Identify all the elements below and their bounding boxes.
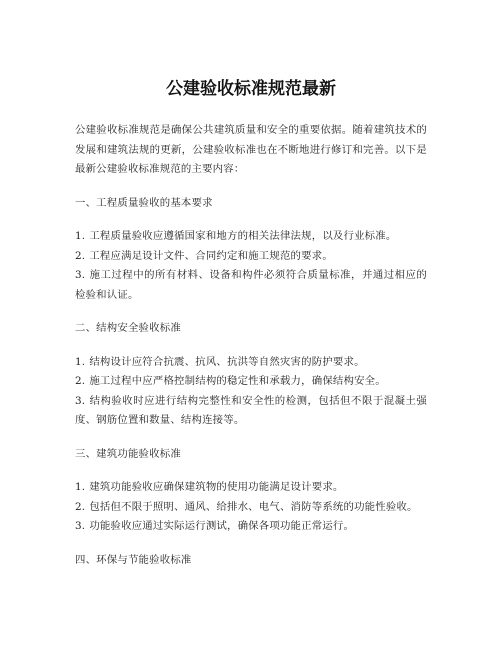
list-text: 工程应满足设计文件、合同约定和施工规范的要求。 xyxy=(89,249,333,262)
list-item xyxy=(75,247,427,267)
list-item xyxy=(75,227,427,247)
intro-paragraph: 公建验收标准规范是确保公共建筑质量和安全的重要依据。随着建筑技术的发展和建筑法规的更新，公建验收标准也在不断地进行修订和完善。以下是最新公建验收标准规范的主要内容： xyxy=(75,124,427,175)
list-item xyxy=(75,498,427,518)
list-text: 施工过程中应严格控制结构的稳定性和承载力，确保结构安全。 xyxy=(89,375,386,387)
list-number: 3. xyxy=(75,394,86,407)
list-text: 工程质量验收应遵循国家和地方的相关法律法规，以及行业标准。 xyxy=(89,230,397,242)
list-text: 建筑功能验收应确保建筑物的使用功能满足设计要求。 xyxy=(89,481,344,493)
list-number: 3. xyxy=(75,520,86,532)
list-text: 包括但不限于照明、通风、给排水、电气、消防等系统的功能性验收。 xyxy=(89,500,418,513)
list-number: 2. xyxy=(75,500,86,513)
section-heading: 二、结构安全验收标准 xyxy=(75,322,181,334)
spacer xyxy=(75,213,427,227)
list-number: 1. xyxy=(75,355,86,368)
list-item xyxy=(75,266,427,305)
spacer xyxy=(75,464,427,478)
spacer xyxy=(75,537,427,551)
spacer xyxy=(75,180,427,194)
spacer xyxy=(75,305,427,319)
section-list xyxy=(75,353,427,431)
list-item xyxy=(75,392,427,431)
list-item xyxy=(75,478,427,498)
section-list xyxy=(75,227,427,305)
list-text: 功能验收应通过实际运行测试，确保各项功能正常运行。 xyxy=(89,520,355,532)
spacer xyxy=(75,339,427,353)
spacer xyxy=(75,431,427,445)
list-number: 1. xyxy=(75,230,86,242)
section-heading: 三、建筑功能验收标准 xyxy=(75,447,181,460)
list-text: 结构设计应符合抗震、抗风、抗洪等自然灾害的防护要求。 xyxy=(89,355,365,368)
list-text: 结构验收时应进行结构完整性和安全性的检测，包括但不限于混凝土强度、钢筋位置和数量、结构连接等。 xyxy=(75,394,427,426)
list-item xyxy=(75,353,427,373)
list-number: 3. xyxy=(75,269,86,281)
list-text: 施工过程中的所有材料、设备和构件必须符合质量标准，并通过相应的检验和认证。 xyxy=(75,269,427,301)
list-item xyxy=(75,372,427,392)
list-item xyxy=(75,517,427,537)
list-number: 2. xyxy=(75,375,86,387)
section-heading: 一、工程质量验收的基本要求 xyxy=(75,196,213,209)
document-title: 公建验收标准规范最新 xyxy=(166,79,336,99)
section-heading: 四、环保与节能验收标准 xyxy=(75,553,192,566)
list-number: 2. xyxy=(75,249,86,262)
document-body xyxy=(75,121,427,570)
list-number: 1. xyxy=(75,481,86,493)
section-list xyxy=(75,478,427,537)
